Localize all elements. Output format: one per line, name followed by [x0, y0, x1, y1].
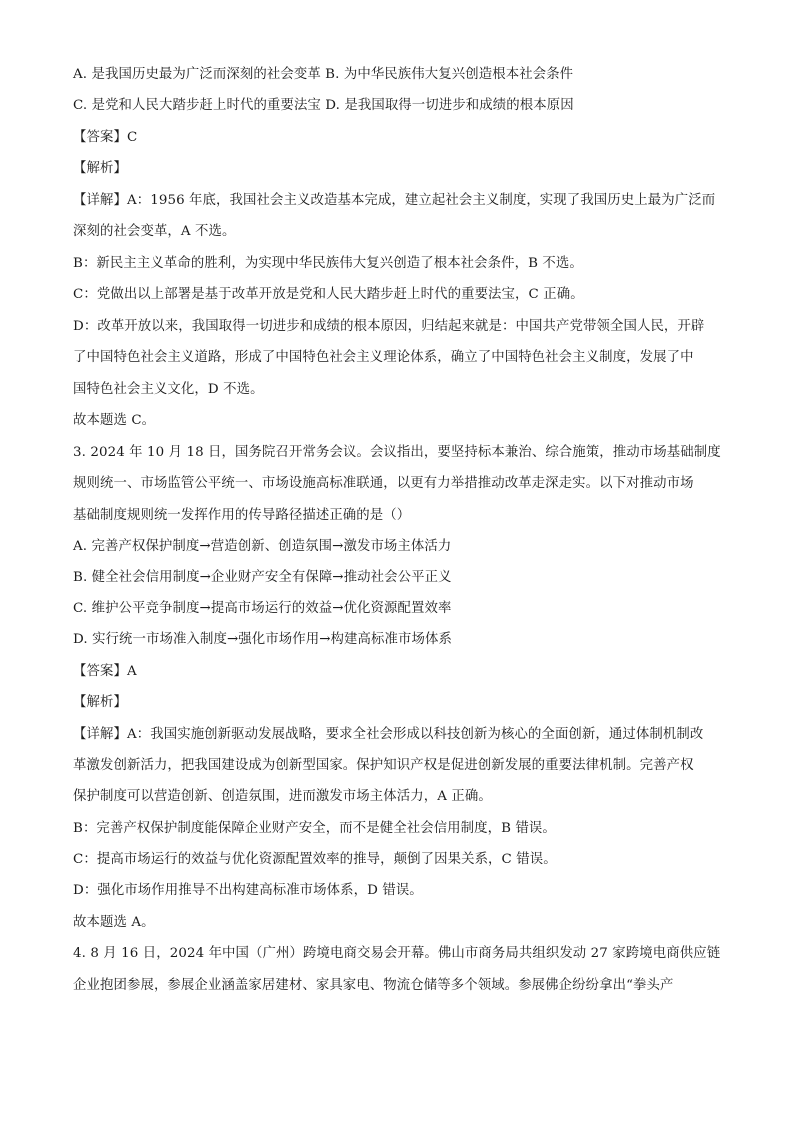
q3-option-a: A. 完善产权保护制度→营造创新、创造氛围→激发市场主体活力 [73, 539, 452, 554]
q3-detail-c: C：提高市场运行的效益与优化资源配置效率的推导，颠倒了因果关系，C 错误。 [73, 852, 557, 867]
q2-detail-d-line1: D：改革开放以来，我国取得一切进步和成绩的根本原因，归结起来就是：中国共产党带领全国人民，开辟 [73, 319, 705, 334]
q3-option-d: D. 实行统一市场准入制度→强化市场作用→构建高标准市场体系 [73, 632, 452, 647]
q2-detail-d-line2: 了中国特色社会主义道路，形成了中国特色社会主义理论体系，确立了中国特色社会主义制度，发展了中 [73, 350, 694, 365]
q2-detail-a-line2: 深刻的社会变革，A 不选。 [73, 224, 236, 239]
q3-detail-b: B：完善产权保护制度能保障企业财产安全，而不是健全社会信用制度，B 错误。 [73, 821, 556, 836]
q3-option-c: C. 维护公平竞争制度→提高市场运行的效益→优化资源配置效率 [73, 601, 452, 616]
q2-option-c-d: C. 是党和人民大踏步赶上时代的重要法宝 D. 是我国取得一切进步和成绩的根本原因 [73, 98, 574, 113]
q3-stem-line2: 规则统一、市场监管公平统一、市场设施高标准联通，以更有力举措推动改革走深走实。以下对推动市场 [73, 476, 694, 491]
q3-detail-d: D：强化市场作用推导不出构建高标准市场体系，D 错误。 [73, 883, 423, 898]
q2-option-a-b: A. 是我国历史最为广泛而深刻的社会变革 B. 为中华民族伟大复兴创造根本社会条件 [73, 67, 574, 82]
q3-stem-line3: 基础制度规则统一发挥作用的传导路径描述正确的是（） [73, 508, 411, 523]
q2-conclusion: 故本题选 C。 [73, 413, 156, 428]
q2-detail-b: B：新民主主义革命的胜利，为实现中华民族伟大复兴创造了根本社会条件，B 不选。 [73, 256, 583, 271]
q2-analysis-label: 【解析】 [73, 161, 127, 176]
q3-conclusion: 故本题选 A。 [73, 915, 155, 930]
q3-detail-a-line1: 【详解】A：我国实施创新驱动发展战略，要求全社会形成以科技创新为核心的全面创新，通过体制机制改 [73, 727, 704, 742]
q3-answer: 【答案】A [73, 664, 137, 679]
q2-detail-d-line3: 国特色社会主义文化，D 不选。 [73, 382, 264, 397]
q2-detail-c: C：党做出以上部署是基于改革开放是党和人民大踏步赶上时代的重要法宝，C 正确。 [73, 287, 584, 302]
q2-answer: 【答案】C [73, 130, 138, 145]
q3-stem-line1: 3. 2024 年 10 月 18 日，国务院召开常务会议。会议指出，要坚持标本兼治、综合施策，推动市场基础制度 [73, 445, 721, 460]
q3-detail-a-line3: 保护制度可以营造创新、创造氛围，进而激发市场主体活力，A 正确。 [73, 789, 492, 804]
q3-detail-a-line2: 革激发创新活力，把我国建设成为创新型国家。保护知识产权是促进创新发展的重要法律机制。完善产权 [73, 758, 694, 773]
q4-stem-line1: 4. 8 月 16 日，2024 年中国（广州）跨境电商交易会开幕。佛山市商务局共组织发动 27 家跨境电商供应链 [73, 946, 721, 961]
q3-option-b: B. 健全社会信用制度→企业财产安全有保障→推动社会公平正义 [73, 570, 452, 585]
q4-stem-line2: 企业抱团参展，参展企业涵盖家居建材、家具家电、物流仓储等多个领域。参展佛企纷纷拿出“拳头产 [73, 978, 674, 993]
q3-analysis-label: 【解析】 [73, 695, 127, 710]
q2-detail-a-line1: 【详解】A：1956 年底，我国社会主义改造基本完成，建立起社会主义制度，实现了我国历史上最为广泛而 [73, 193, 716, 208]
